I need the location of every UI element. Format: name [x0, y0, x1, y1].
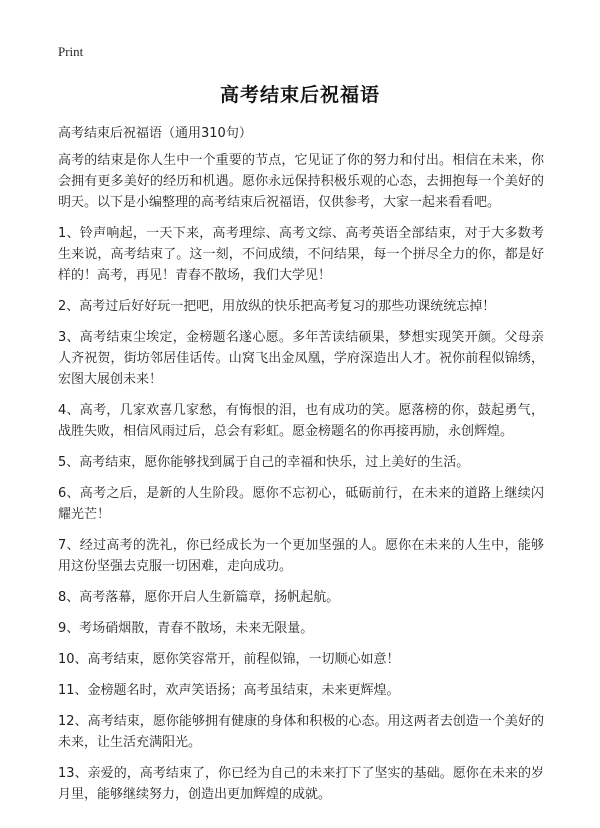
page-title: 高考结束后祝福语: [219, 84, 380, 106]
list-item: 4、高考，几家欢喜几家愁，有悔恨的泪，也有成功的笑。愿落榜的你，鼓起勇气，战胜失败，相信风雨过后，总会有彩虹。愿金榜题名的你再接再励，永创辉煌。: [58, 403, 544, 439]
document-body: [58, 150, 544, 815]
list-item: 13、亲爱的，高考结束了，你已经为自己的未来打下了坚实的基础。愿你在未来的岁月里，能够继续努力，创造出更加辉煌的成就。: [58, 766, 544, 802]
list-item: 11、金榜题名时，欢声笑语扬；高考虽结束，未来更辉煌。: [58, 683, 400, 698]
list-item: 2、高考过后好好玩一把吧，用放纵的快乐把高考复习的那些功课统统忘掉！: [58, 299, 496, 314]
list-item: 12、高考结束，愿你能够拥有健康的身体和积极的心态。用这两者去创造一个美好的未来，让生活充满阳光。: [58, 714, 544, 750]
list-item: 5、高考结束，愿你能够找到属于自己的幸福和快乐，过上美好的生活。: [58, 455, 470, 470]
list-item: 3、高考结束尘埃定，金榜题名遂心愿。多年苦读结硕果，梦想实现笑开颜。父母亲人齐祝贺，街坊邻居佳话传。山窝飞出金凤凰，学府深造出人才。祝你前程似锦绣，宏图大展创未来！: [58, 330, 544, 387]
list-item: 10、高考结束，愿你笑容常开，前程似锦，一切顺心如意！: [58, 652, 400, 667]
list-item: 6、高考之后，是新的人生阶段。愿你不忘初心，砥砺前行，在未来的道路上继续闪耀光芒！: [58, 486, 544, 522]
list-item: 8、高考落幕，愿你开启人生新篇章，扬帆起航。: [58, 590, 340, 605]
intro-paragraph: 高考的结束是你人生中一个重要的节点，它见证了你的努力和付出。相信在未来，你会拥有更多美好的经历和机遇。愿你永远保持积极乐观的心态，去拥抱每一个美好的明天。以下是小编整理的高考结束后祝福语，仅供参考，大家一起来看看吧。: [58, 153, 544, 210]
list-item: 7、经过高考的洗礼，你已经成长为一个更加坚强的人。愿你在未来的人生中，能够用这份坚强去克服一切困难，走向成功。: [58, 538, 544, 574]
document-subtitle: 高考结束后祝福语（通用310句）: [58, 126, 252, 141]
list-item: 1、铃声响起，一天下来，高考理综、高考文综、高考英语全部结束，对于大多数考生来说，高考结束了。这一刻，不问成绩，不问结果，每一个拼尽全力的你，都是好样的！高考，再见！青春不散场，我们大学见！: [58, 226, 544, 283]
list-item: 9、考场硝烟散，青春不散场，未来无限量。: [58, 621, 314, 636]
print-label[interactable]: Print: [58, 44, 84, 59]
